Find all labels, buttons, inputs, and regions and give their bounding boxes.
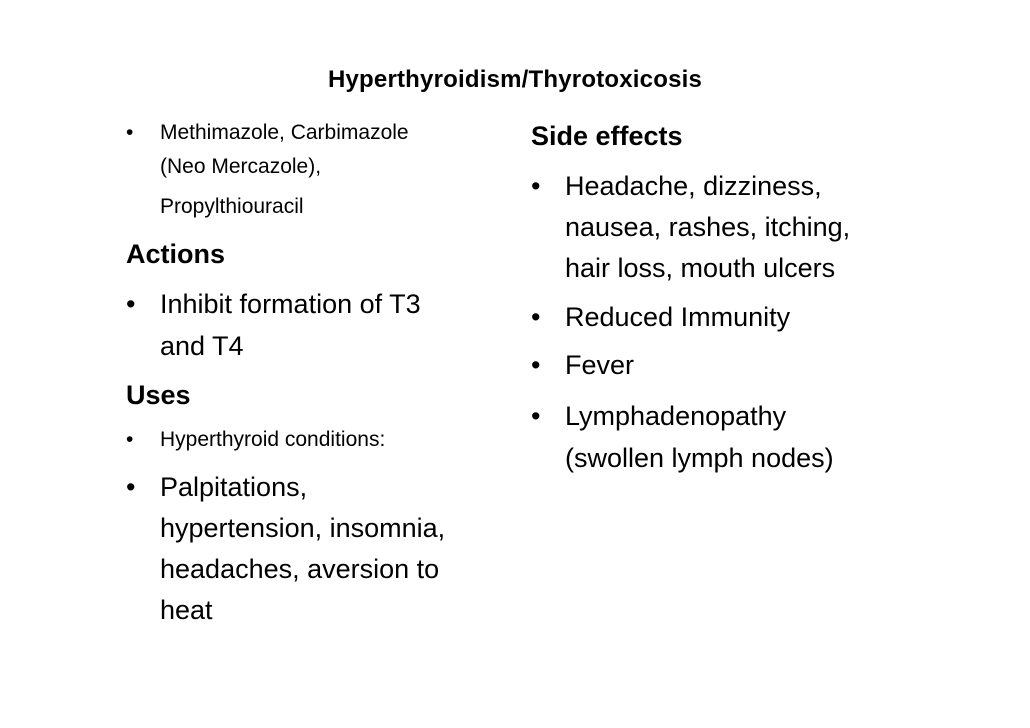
actions-line-2: and T4 — [160, 331, 244, 361]
uses-line-3: headaches, aversion to — [160, 554, 440, 584]
side-effect-1-line-2: nausea, rashes, itching, — [565, 212, 851, 242]
drugs-line-3: Propylthiouracil — [160, 195, 304, 218]
side-effect-4-line-1: Lymphadenopathy — [565, 401, 787, 431]
drugs-line-1: Methimazole, Carbimazole — [160, 121, 409, 144]
side-effect-1-line-3: hair loss, mouth ulcers — [565, 253, 836, 283]
bullet-uses-intro: • — [126, 428, 134, 451]
side-effect-1-line-1: Headache, dizziness, — [565, 171, 822, 201]
bullet-uses-list: • — [126, 472, 136, 502]
bullet-actions: • — [126, 289, 136, 319]
uses-line-1: Palpitations, — [160, 472, 308, 502]
uses-line-2: hypertension, insomnia, — [160, 513, 446, 543]
bullet-side-effect-2: • — [531, 302, 541, 332]
slide-title: Hyperthyroidism/Thyrotoxicosis — [327, 66, 703, 93]
drugs-line-2: (Neo Mercazole), — [160, 155, 322, 178]
bullet-side-effect-3: • — [531, 350, 541, 380]
uses-heading: Uses — [126, 380, 191, 410]
side-effects-heading: Side effects — [531, 121, 683, 151]
actions-line-1: Inhibit formation of T3 — [160, 289, 421, 319]
bullet-side-effect-1: • — [531, 171, 541, 201]
actions-heading: Actions — [126, 239, 226, 269]
uses-line-4: heat — [160, 595, 213, 625]
bullet-side-effect-4: • — [531, 401, 541, 431]
side-effect-4-line-2: (swollen lymph nodes) — [565, 443, 834, 473]
side-effect-2: Reduced Immunity — [565, 302, 791, 332]
bullet-drugs: • — [126, 121, 134, 144]
uses-intro: Hyperthyroid conditions: — [160, 428, 386, 451]
side-effect-3: Fever — [565, 350, 635, 380]
